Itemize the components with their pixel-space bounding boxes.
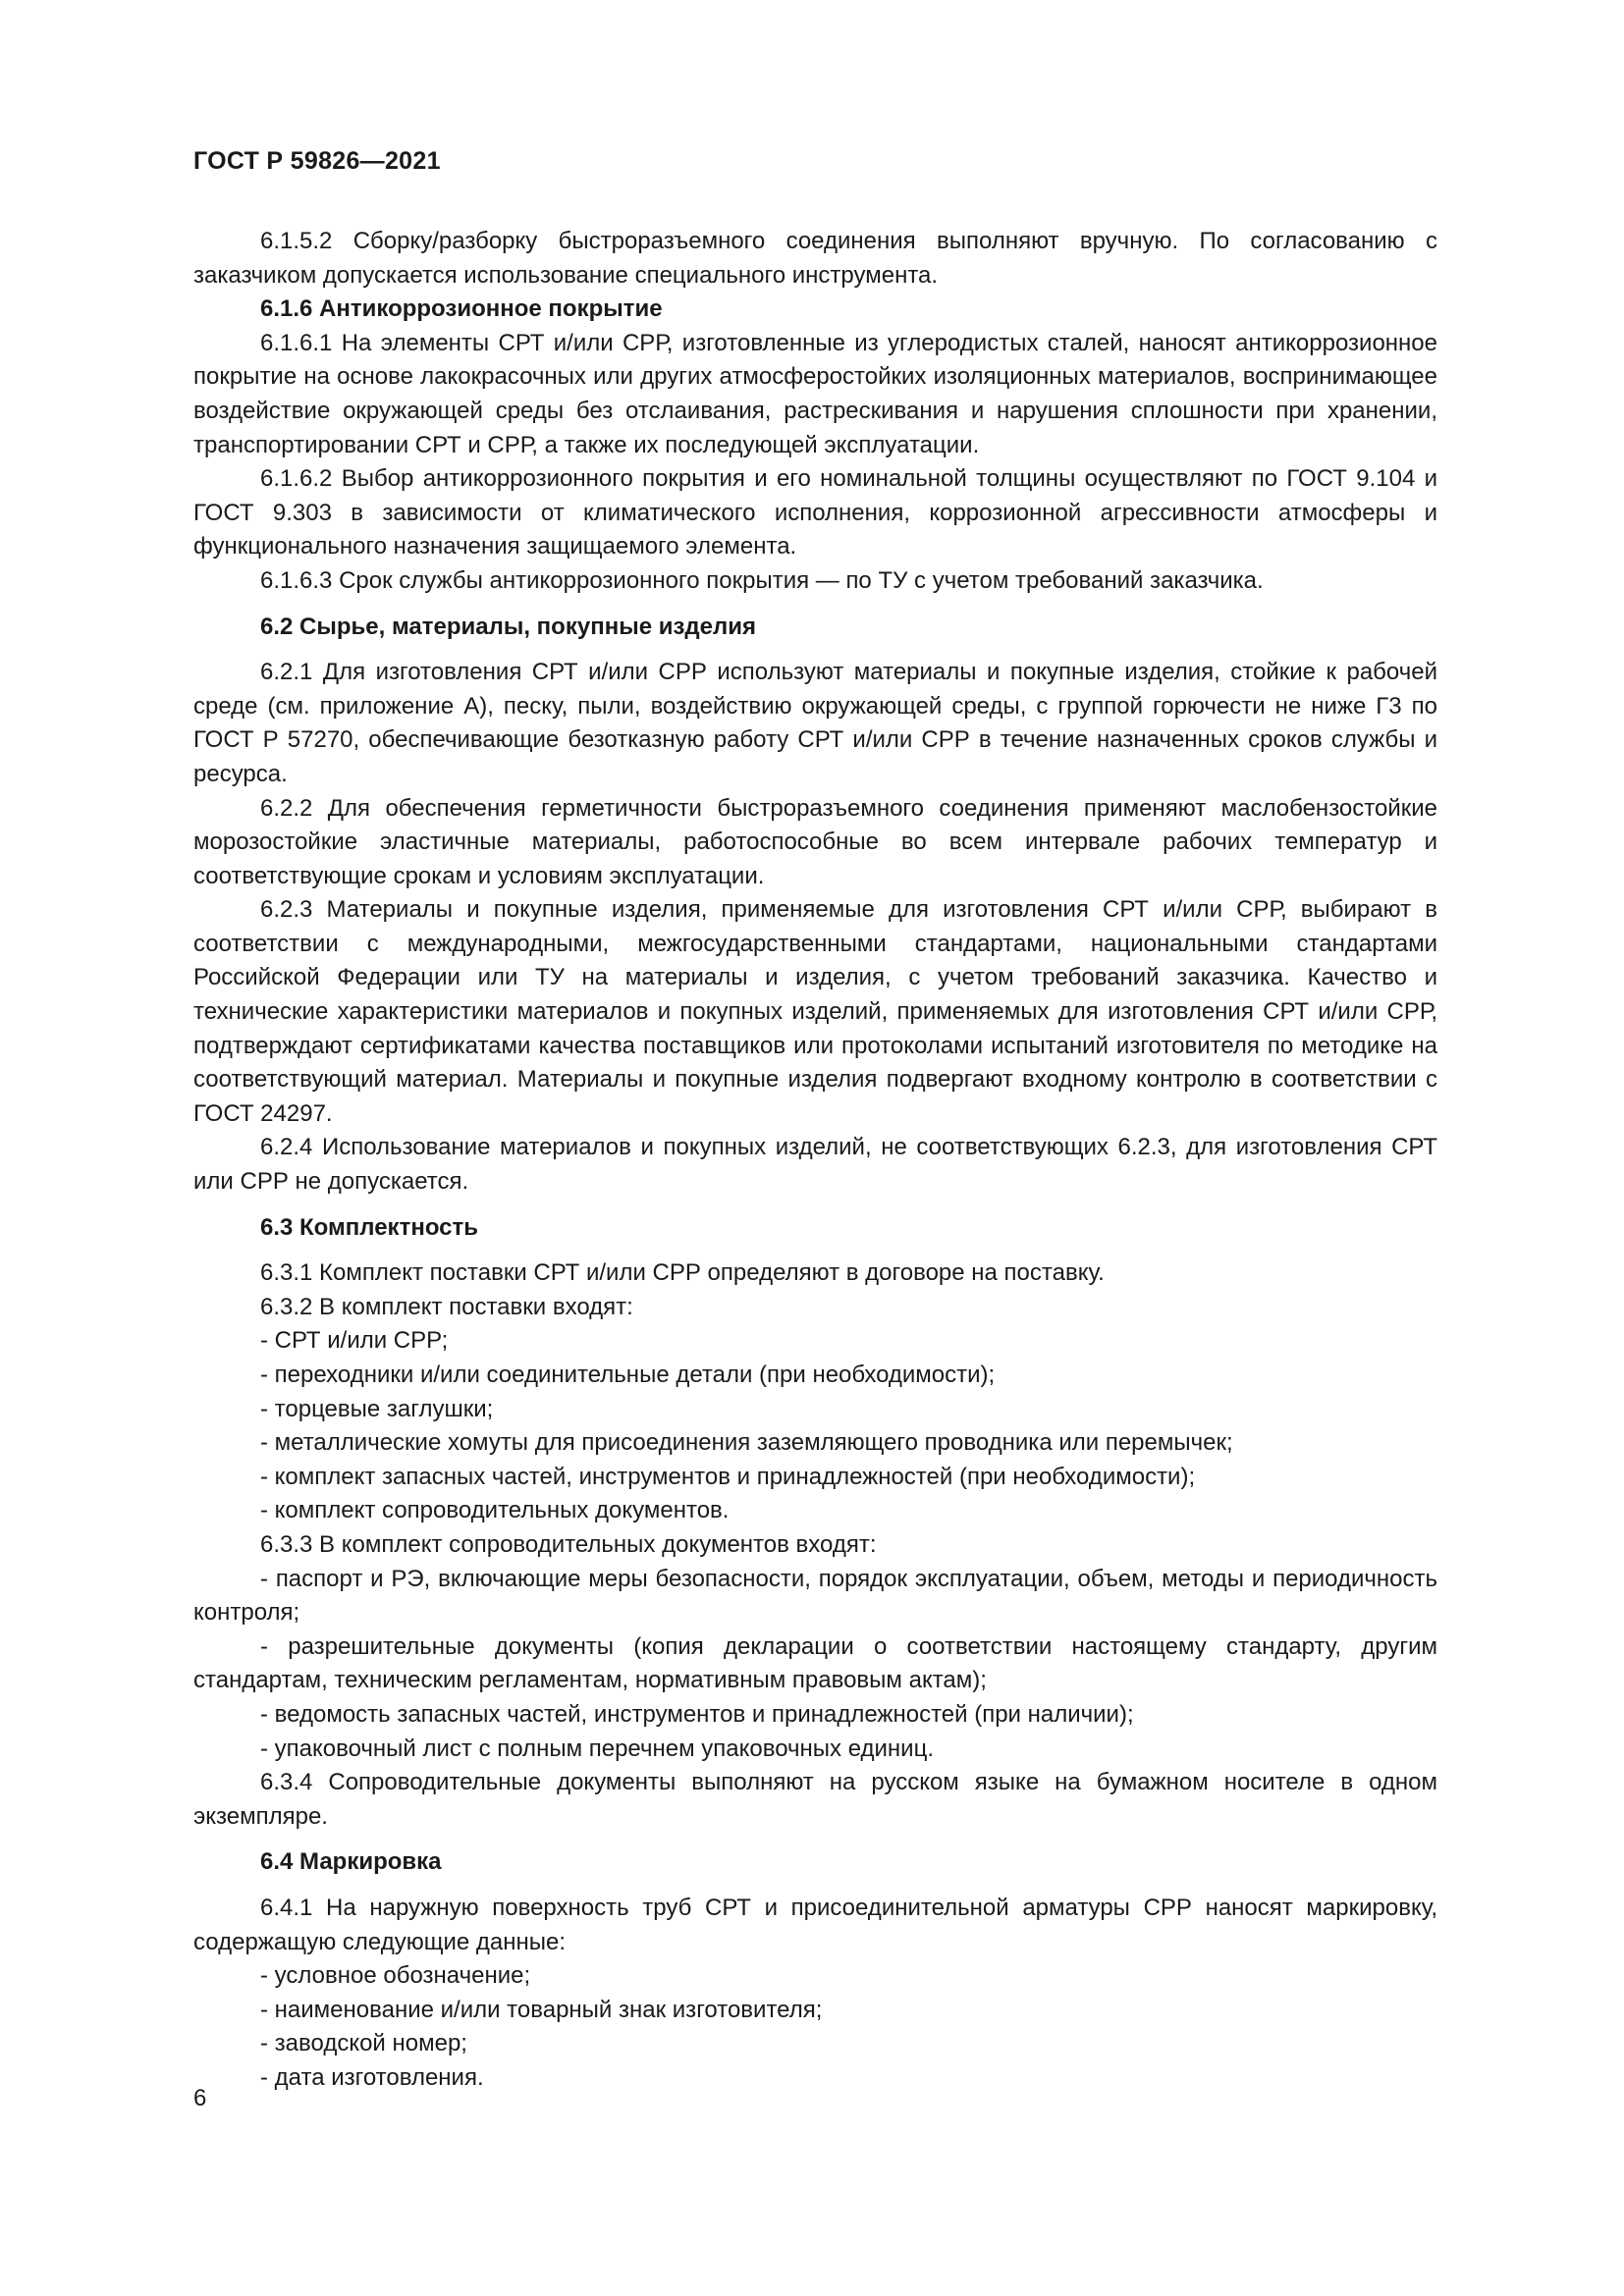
section-heading-6-4: 6.4 Маркировка bbox=[260, 1848, 442, 1876]
list-item: - паспорт и РЭ, включающие меры безопасности, порядок эксплуатации, объем, методы и периодичность контроля; bbox=[193, 1565, 1437, 1627]
list-item: - комплект сопроводительных документов. bbox=[260, 1497, 730, 1524]
list-item: - СРТ и/или СРР; bbox=[260, 1327, 449, 1355]
paragraph-6-2-1: 6.2.1 Для изготовления СРТ и/или СРР используют материалы и покупные изделия, стойкие к рабочей среде (см. приложение А), песку, пыли, воздействию окружающей среды, с группой горючести не ниже Г3 по ГОСТ Р 57270, обеспечивающие безотказную работу СРТ и/или СРР в течение назначенных сроков службы и ресурса. bbox=[193, 659, 1437, 787]
paragraph-6-1-6-3: 6.1.6.3 Срок службы антикоррозионного покрытия — по ТУ с учетом требований заказчика. bbox=[260, 566, 1264, 594]
paragraph-6-3-3: 6.3.3 В комплект сопроводительных документов входят: bbox=[260, 1530, 877, 1558]
list-item: - условное обозначение; bbox=[260, 1962, 531, 1990]
paragraph-6-1-6-2: 6.1.6.2 Выбор антикоррозионного покрытия и его номинальной толщины осуществляют по ГОСТ 9.104 и ГОСТ 9.303 в зависимости от климатического исполнения, коррозионной агрессивности атмосферы и функционального назначения защищаемого элемента. bbox=[193, 465, 1437, 561]
paragraph-6-2-3: 6.2.3 Материалы и покупные изделия, применяемые для изготовления СРТ и/или СРР, выбирают в соответствии с международными, межгосударственными стандартами, национальными стандартами Российской Федерации или ТУ на материалы и изделия, с учетом требований заказчика. Качество и технические характеристики материалов и покупных изделий, применяемых для изготовления СРТ и/или СРР, подтверждают сертификатами качества поставщиков или протоколами испытаний изготовителя по методике на соответствующий материал. Материалы и покупные изделия подвергают входному контролю в соответствии с ГОСТ 24297. bbox=[193, 896, 1437, 1127]
paragraph-6-3-2: 6.3.2 В комплект поставки входят: bbox=[260, 1293, 633, 1320]
document-body bbox=[193, 225, 1437, 2095]
list-item: - упаковочный лист с полным перечнем упаковочных единиц. bbox=[260, 1735, 934, 1762]
list-item: - торцевые заглушки; bbox=[260, 1395, 494, 1422]
paragraph-6-1-5-2: 6.1.5.2 Сборку/разборку быстроразъемного соединения выполняют вручную. По согласованию с заказчиком допускается использование специального инструмента. bbox=[193, 228, 1437, 289]
list-item: - заводской номер; bbox=[260, 2030, 467, 2057]
list-item: - комплект запасных частей, инструментов и принадлежностей (при необходимости); bbox=[260, 1463, 1196, 1490]
paragraph-6-1-6-1: 6.1.6.1 На элементы СРТ и/или СРР, изготовленные из углеродистых сталей, наносят антикоррозионное покрытие на основе лакокрасочных или других атмосферостойких изоляционных материалов, воспринимающее воздействие окружающей среды без отслаивания, растрескивания и нарушения сплошности при хранении, транспортировании СРТ и СРР, а также их последующей эксплуатации. bbox=[193, 329, 1437, 458]
list-item: - металлические хомуты для присоединения заземляющего проводника или перемычек; bbox=[260, 1429, 1233, 1457]
paragraph-6-2-2: 6.2.2 Для обеспечения герметичности быстроразъемного соединения применяют маслобензостойкие морозостойкие эластичные материалы, работоспособные во всем интервале рабочих температур и соответствующие срокам и условиям эксплуатации. bbox=[193, 794, 1437, 889]
list-item: - переходники и/или соединительные детали (при необходимости); bbox=[260, 1362, 996, 1388]
section-heading-6-3: 6.3 Комплектность bbox=[260, 1213, 479, 1241]
section-heading-6-2: 6.2 Сырье, материалы, покупные изделия bbox=[260, 613, 756, 640]
list-item: - ведомость запасных частей, инструментов и принадлежностей (при наличии); bbox=[260, 1700, 1134, 1728]
document-header: ГОСТ Р 59826—2021 bbox=[193, 147, 441, 175]
list-item: - наименование и/или товарный знак изготовителя; bbox=[260, 1996, 823, 2023]
page-number: 6 bbox=[193, 2085, 207, 2111]
list-item: - дата изготовления. bbox=[260, 2063, 484, 2091]
heading-6-1-6: 6.1.6 Антикоррозионное покрытие bbox=[260, 295, 663, 323]
paragraph-6-3-4: 6.3.4 Сопроводительные документы выполняют на русском языке на бумажном носителе в одном экземпляре. bbox=[193, 1769, 1437, 1830]
paragraph-6-4-1: 6.4.1 На наружную поверхность труб СРТ и присоединительной арматуры СРР наносят маркировку, содержащую следующие данные: bbox=[193, 1894, 1437, 1955]
paragraph-6-2-4: 6.2.4 Использование материалов и покупных изделий, не соответствующих 6.2.3, для изготовления СРТ или СРР не допускается. bbox=[193, 1134, 1437, 1196]
list-item: - разрешительные документы (копия декларации о соответствии настоящему стандарту, другим стандартам, техническим регламентам, нормативным правовым актам); bbox=[193, 1632, 1437, 1694]
paragraph-6-3-1: 6.3.1 Комплект поставки СРТ и/или СРР определяют в договоре на поставку. bbox=[260, 1259, 1105, 1287]
